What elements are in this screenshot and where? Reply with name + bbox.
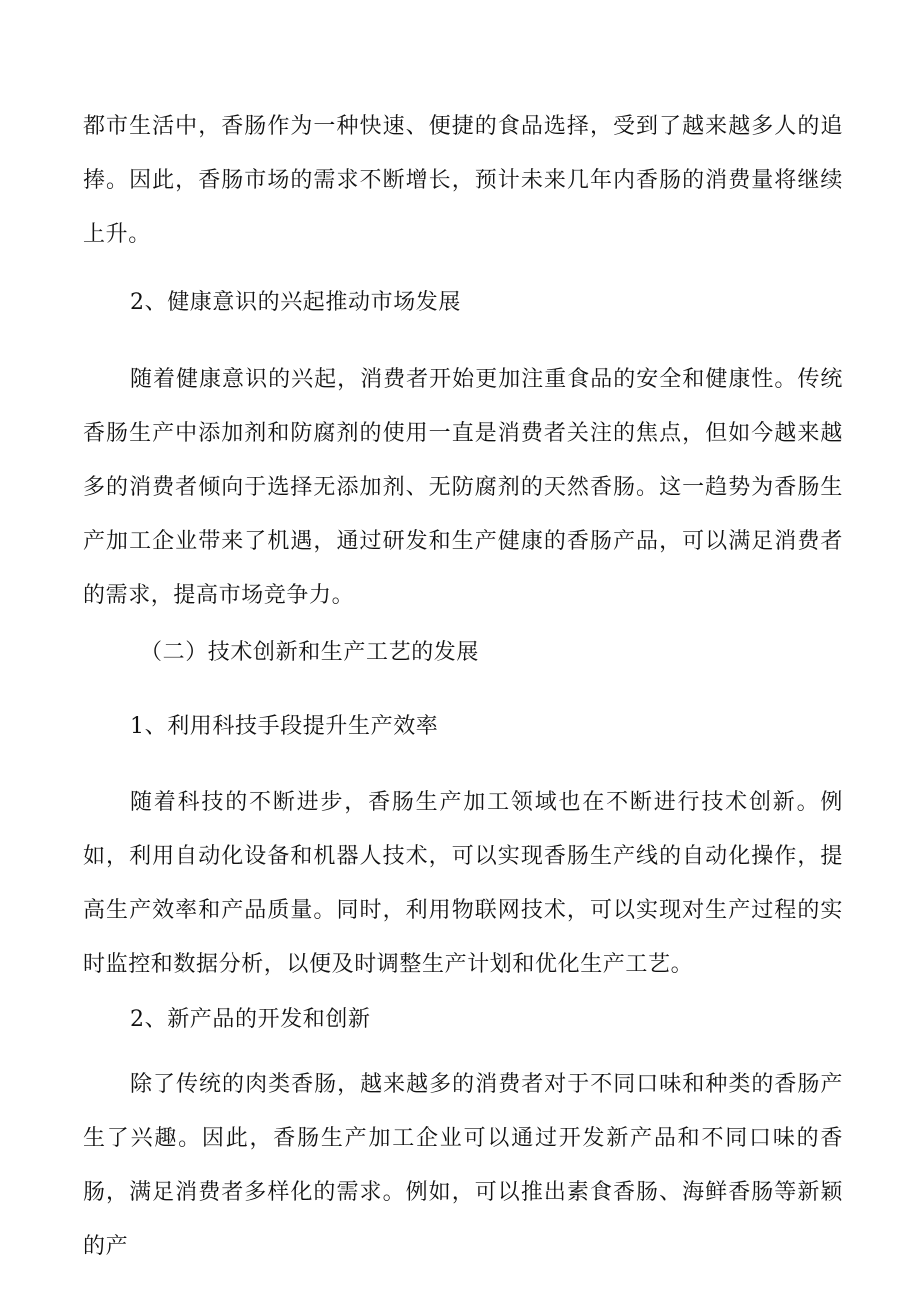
heading-new-products: 2、新产品的开发和创新 xyxy=(130,1007,371,1032)
heading-tech-efficiency: 1、利用科技手段提升生产效率 xyxy=(130,714,439,739)
paragraph-health-awareness: 随着健康意识的兴起，消费者开始更加注重食品的安全和健康性。传统香肠生产中添加剂和防腐剂的使用一直是消费者关注的焦点，但如今越来越多的消费者倾向于选择无添加剂、无防腐剂的天然香肠。这一趋势为香肠生产加工企业带来了机遇，通过研发和生产健康的香肠产品，可以满足消费者的需求，提高市场竞争力。 xyxy=(83,367,843,608)
heading-health-awareness: 2、健康意识的兴起推动市场发展 xyxy=(130,290,461,315)
paragraph-tech-efficiency: 随着科技的不断进步，香肠生产加工领域也在不断进行技术创新。例如，利用自动化设备和机器人技术，可以实现香肠生产线的自动化操作，提高生产效率和产品质量。同时，利用物联网技术，可以实现对生产过程的实时监控和数据分析，以便及时调整生产计划和优化生产工艺。 xyxy=(83,790,843,977)
paragraph-urban-life-demand: 都市生活中，香肠作为一种快速、便捷的食品选择，受到了越来越多人的追捧。因此，香肠市场的需求不断增长，预计未来几年内香肠的消费量将继续上升。 xyxy=(83,114,843,247)
paragraph-new-products: 除了传统的肉类香肠，越来越多的消费者对于不同口味和种类的香肠产生了兴趣。因此，香肠生产加工企业可以通过开发新产品和不同口味的香肠，满足消费者多样化的需求。例如，可以推出素食香肠、海鲜香肠等新颖的产 xyxy=(83,1072,843,1259)
section-heading-tech-innovation: （二）技术创新和生产工艺的发展 xyxy=(140,640,480,665)
